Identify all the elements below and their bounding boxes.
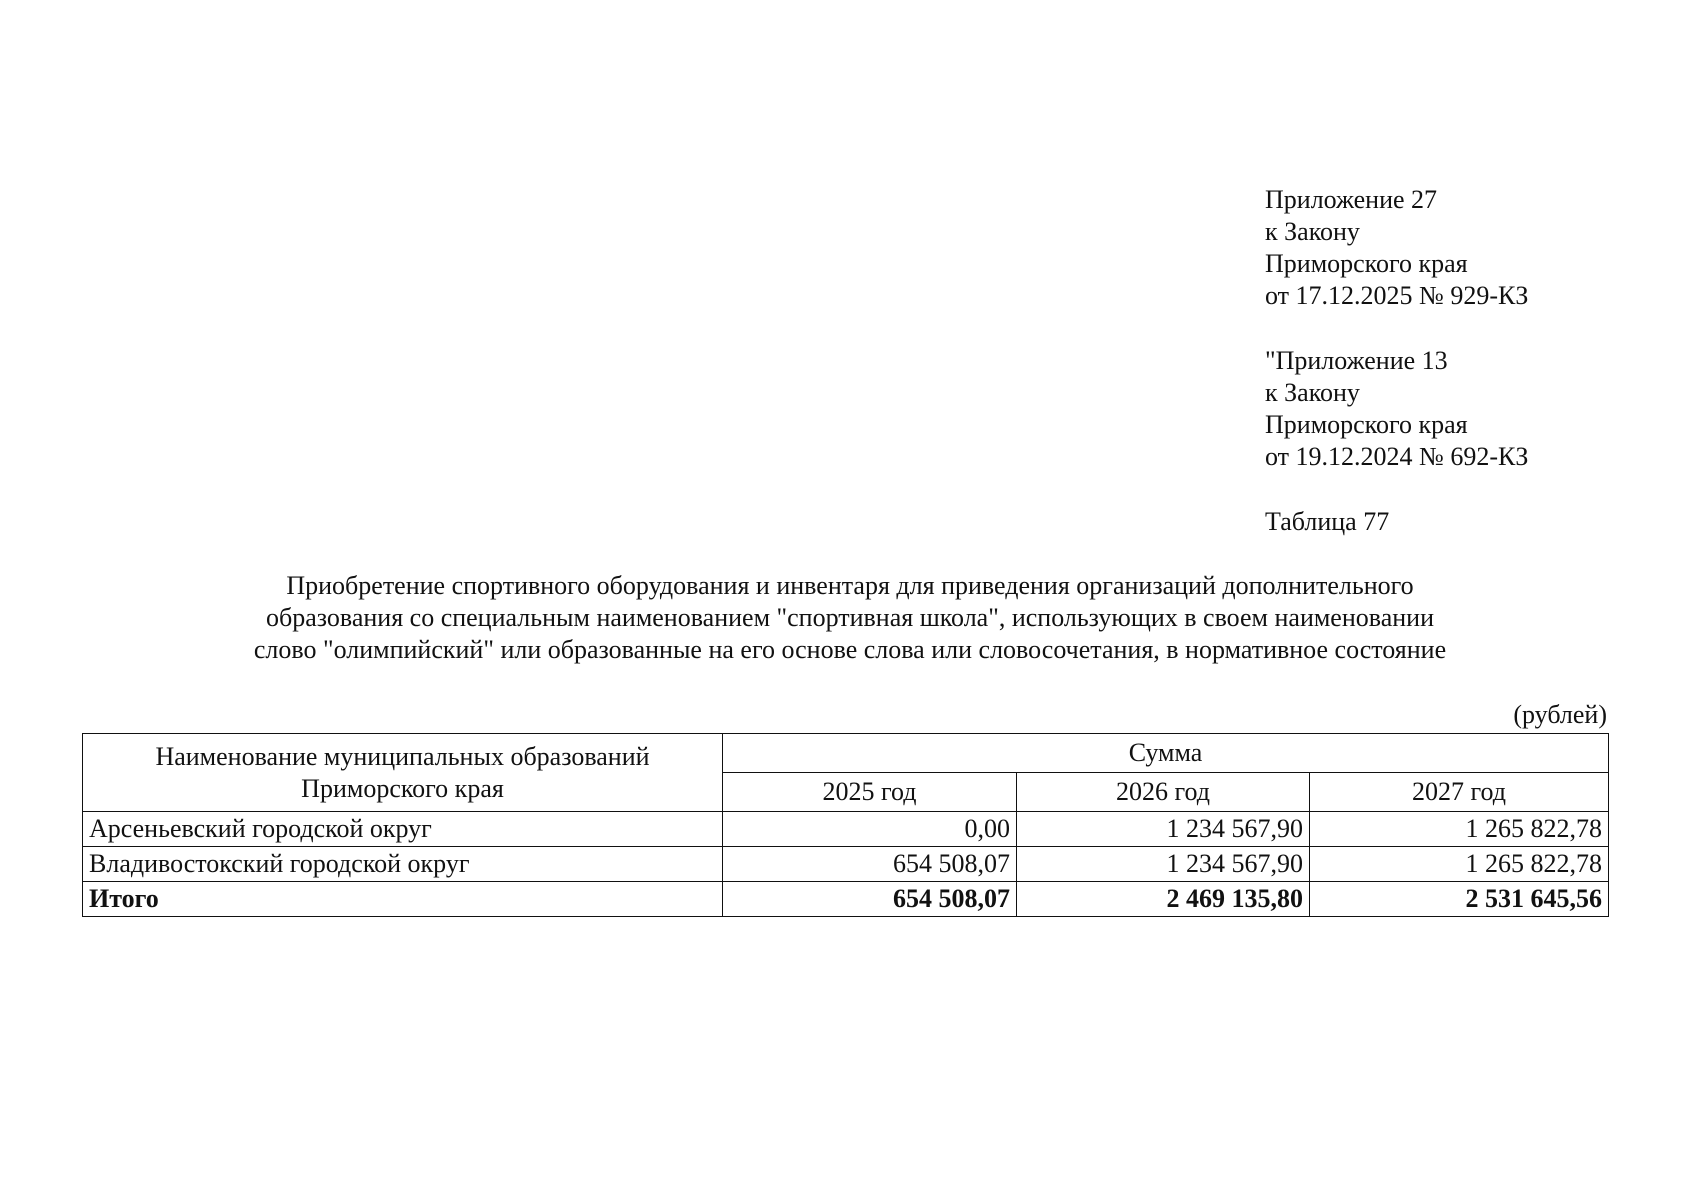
- row-value-cell: 1 234 567,90: [1017, 847, 1310, 882]
- header-year-2027: 2027 год: [1310, 773, 1609, 812]
- funding-table: [82, 733, 1609, 917]
- appendix-original-line: к Закону: [1265, 378, 1360, 407]
- appendix-current-line: Приморского края: [1265, 249, 1468, 278]
- table-row: [83, 847, 1609, 882]
- header-row: [83, 734, 1609, 773]
- row-value-cell: 1 265 822,78: [1310, 847, 1609, 882]
- appendix-current-line: Приложение 27: [1265, 185, 1438, 214]
- appendix-original-line: от 19.12.2024 № 692-КЗ: [1265, 442, 1529, 471]
- header-year-2025: 2025 год: [723, 773, 1017, 812]
- header-year-2026: 2026 год: [1017, 773, 1310, 812]
- total-row: [83, 882, 1609, 917]
- appendix-current-line: от 17.12.2025 № 929-КЗ: [1265, 281, 1529, 310]
- row-value-cell: 654 508,07: [723, 847, 1017, 882]
- header-sum-cell: Сумма: [723, 734, 1609, 773]
- row-value-cell: 1 265 822,78: [1310, 812, 1609, 847]
- header-name-line: Приморского края: [301, 773, 504, 803]
- total-name-cell: Итого: [83, 882, 723, 917]
- units-label: (рублей): [1513, 700, 1607, 729]
- appendix-original-line: "Приложение 13: [1265, 346, 1448, 375]
- row-name-cell: Владивостокский городской округ: [83, 847, 723, 882]
- appendix-current-block: [1265, 184, 1528, 312]
- document-title-line: образования со специальным наименованием "спортивная школа", использующих в своем наименовании: [266, 603, 1434, 632]
- appendix-original-line: Приморского края: [1265, 410, 1468, 439]
- row-value-cell: 0,00: [723, 812, 1017, 847]
- table-number: Таблица 77: [1265, 507, 1390, 536]
- appendix-original-block: [1265, 345, 1528, 473]
- total-value-cell: 654 508,07: [723, 882, 1017, 917]
- row-name-cell: Арсеньевский городской округ: [83, 812, 723, 847]
- row-value-cell: 1 234 567,90: [1017, 812, 1310, 847]
- document-title-line: слово "олимпийский" или образованные на его основе слова или словосочетания, в нормативное состояние: [253, 635, 1447, 664]
- table-row: [83, 812, 1609, 847]
- total-value-cell: 2 531 645,56: [1310, 882, 1609, 917]
- document-title-line: Приобретение спортивного оборудования и инвентаря для приведения организаций дополнительного: [286, 571, 1414, 600]
- total-value-cell: 2 469 135,80: [1017, 882, 1310, 917]
- header-name-cell: [83, 734, 723, 812]
- appendix-current-line: к Закону: [1265, 217, 1360, 246]
- header-name-line: Наименование муниципальных образований: [155, 741, 650, 771]
- document-title: [180, 570, 1520, 666]
